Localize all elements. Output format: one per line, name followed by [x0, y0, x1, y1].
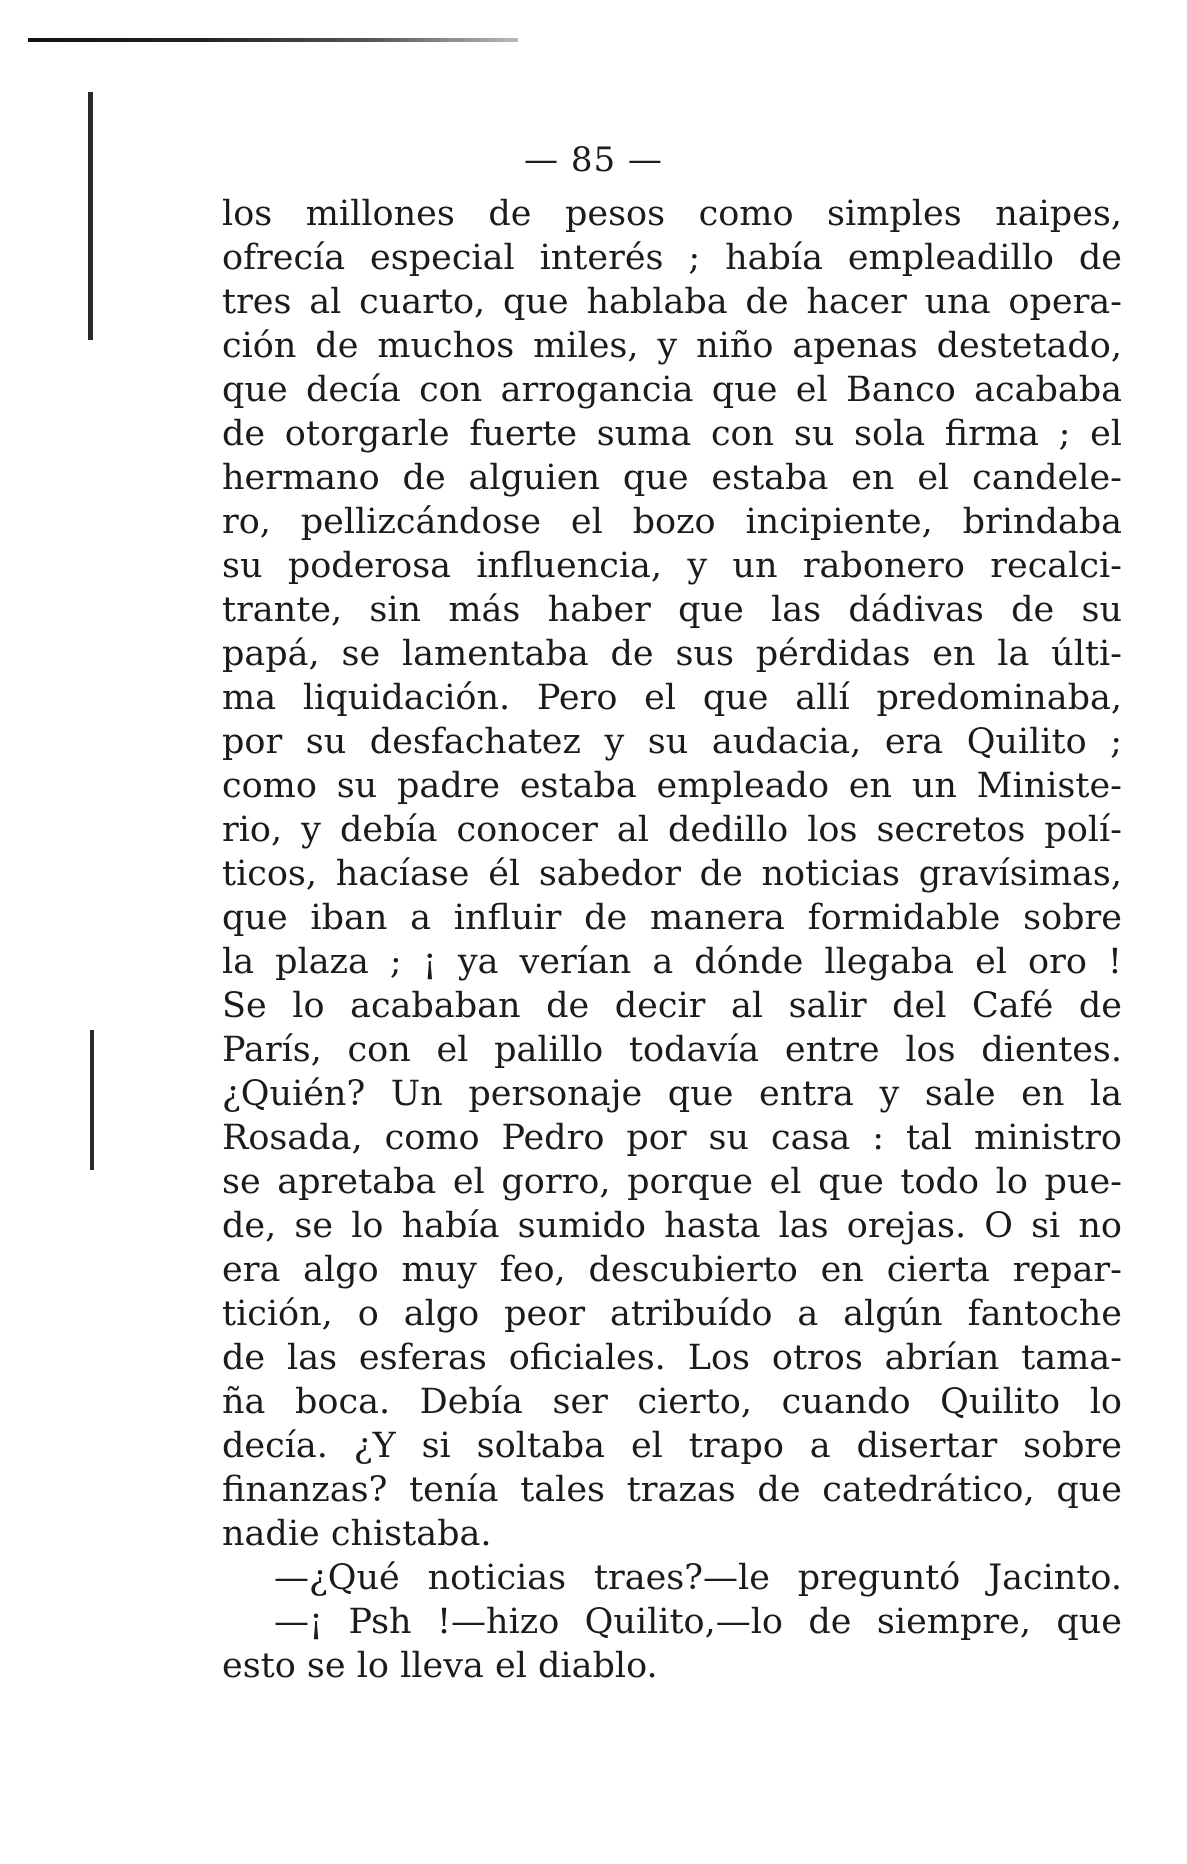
margin-mark-middle: [90, 1030, 94, 1170]
text-line: Se lo acababan de decir al salir del Café de: [222, 986, 1122, 1026]
text-line: su poderosa influencia, y un rabonero recalci-: [222, 546, 1122, 586]
text-line: decía. ¿Y si soltaba el trapo a disertar sobre: [222, 1426, 1122, 1466]
text-line: ción de muchos miles, y niño apenas destetado,: [222, 326, 1122, 366]
margin-mark-top: [88, 92, 93, 340]
text-line: ma liquidación. Pero el que allí predominaba,: [222, 678, 1122, 718]
text-line: de otorgarle fuerte suma con su sola firma ; el: [222, 414, 1122, 454]
text-line: de las esferas oficiales. Los otros abrían tama-: [222, 1338, 1122, 1378]
text-line: la plaza ; ¡ ya verían a dónde llegaba el oro !: [222, 942, 1122, 982]
text-line: ña boca. Debía ser cierto, cuando Quilito lo: [222, 1382, 1122, 1422]
text-line: ticos, hacíase él sabedor de noticias gravísimas,: [222, 854, 1122, 894]
text-line: ro, pellizcándose el bozo incipiente, brindaba: [222, 502, 1122, 542]
text-line: era algo muy feo, descubierto en cierta repar-: [222, 1250, 1122, 1290]
text-line: —¿Qué noticias traes?—le preguntó Jacinto.: [274, 1558, 1122, 1598]
text-line: tres al cuarto, que hablaba de hacer una opera-: [222, 282, 1122, 322]
text-line: por su desfachatez y su audacia, era Quilito ;: [222, 722, 1122, 762]
text-line: como su padre estaba empleado en un Ministe-: [222, 766, 1122, 806]
text-line: trante, sin más haber que las dádivas de su: [222, 590, 1122, 630]
text-line: los millones de pesos como simples naipes,: [222, 194, 1122, 234]
text-line: ofrecía especial interés ; había empleadillo de: [222, 238, 1122, 278]
top-rule: [28, 38, 518, 42]
text-line: hermano de alguien que estaba en el candele-: [222, 458, 1122, 498]
text-line: —¡ Psh !—hizo Quilito,—lo de siempre, que: [274, 1602, 1122, 1642]
text-line: papá, se lamentaba de sus pérdidas en la últi-: [222, 634, 1122, 674]
text-line: que iban a influir de manera formidable sobre: [222, 898, 1122, 938]
text-line: París, con el palillo todavía entre los dientes.: [222, 1030, 1122, 1070]
text-line: que decía con arrogancia que el Banco acababa: [222, 370, 1122, 410]
text-line: esto se lo lleva el diablo.: [222, 1646, 658, 1686]
text-line: de, se lo había sumido hasta las orejas. O si no: [222, 1206, 1122, 1246]
text-line: Rosada, como Pedro por su casa : tal ministro: [222, 1118, 1122, 1158]
text-line: rio, y debía conocer al dedillo los secretos polí-: [222, 810, 1122, 850]
text-line: finanzas? tenía tales trazas de catedrático, que: [222, 1470, 1122, 1510]
page-number: — 85 —: [524, 140, 663, 180]
body-text: [222, 192, 1122, 1688]
text-line: se apretaba el gorro, porque el que todo lo pue-: [222, 1162, 1122, 1202]
text-line: nadie chistaba.: [222, 1514, 492, 1554]
text-line: tición, o algo peor atribuído a algún fantoche: [222, 1294, 1122, 1334]
text-line: ¿Quién? Un personaje que entra y sale en la: [222, 1074, 1122, 1114]
